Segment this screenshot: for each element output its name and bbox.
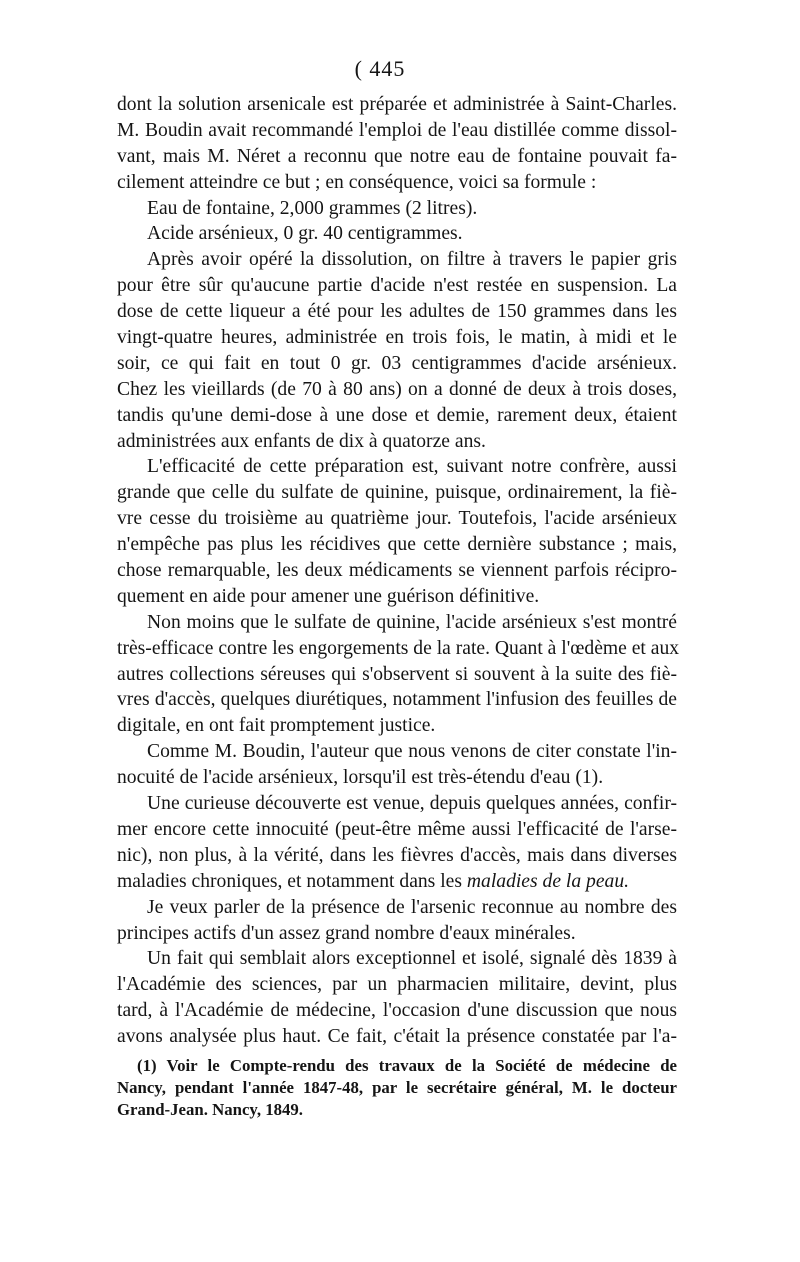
text-line: [117, 454, 677, 480]
text-line-content: avons analysée plus haut. Ce fait, c'était la présence constatée par l'a-: [117, 1026, 677, 1048]
text-line: [117, 1024, 677, 1050]
text-line-content: nic), non plus, à la vérité, dans les fièvres d'accès, mais dans diverses: [117, 844, 677, 866]
text-line: [117, 118, 677, 144]
text-line-content: dont la solution arsenicale est préparée et administrée à Saint-Charles.: [117, 94, 677, 115]
text-line-content: Non moins que le sulfate de quinine, l'acide arsénieux s'est montré: [147, 611, 677, 633]
text-line-content: Je veux parler de la présence de l'arsenic reconnue au nombre des: [147, 896, 677, 918]
text-line: [117, 817, 677, 843]
text-line-content: pour être sûr qu'aucune partie d'acide n'est restée en suspension. La: [117, 275, 677, 297]
text-line: [117, 532, 677, 558]
text-line-content: Chez les vieillards (de 70 à 80 ans) on a donné de deux à trois doses,: [117, 378, 677, 400]
text-line: [117, 713, 677, 739]
text-line-content: administrées aux enfants de dix à quatorze ans.: [117, 430, 486, 452]
text-line: [117, 480, 677, 506]
text-line: [117, 765, 677, 791]
text-line: [117, 377, 677, 403]
text-line-content: dose de cette liqueur a été pour les adultes de 150 grammes dans les: [117, 301, 677, 323]
text-line-content: Après avoir opéré la dissolution, on filtre à travers le papier gris: [147, 249, 677, 271]
footnote-line: Nancy, pendant l'année 1847-48, par le secrétaire général, M. le docteur: [117, 1078, 677, 1098]
text-line-content: Eau de fontaine, 2,000 grammes (2 litres).: [147, 197, 478, 219]
text-line: [117, 196, 677, 222]
text-line: [117, 92, 677, 118]
text-line: [117, 221, 677, 247]
text-line: [117, 170, 677, 196]
text-line-content: mer encore cette innocuité (peut-être même aussi l'efficacité de l'arse-: [117, 818, 677, 840]
text-line: [117, 636, 680, 662]
text-line: [117, 299, 677, 325]
text-line-content: soir, ce qui fait en tout 0 gr. 03 centigrammes d'acide arsénieux.: [117, 352, 677, 374]
text-line-content: n'empêche pas plus les récidives que cette dernière substance ; mais,: [117, 534, 677, 556]
text-line: [117, 662, 677, 688]
text-line-content: quement en aide pour amener une guérison définitive.: [117, 585, 540, 607]
text-line-content: nocuité de l'acide arsénieux, lorsqu'il est très-étendu d'eau (1).: [117, 767, 604, 789]
text-line-content: vre cesse du troisième au quatrième jour. Toutefois, l'acide arsénieux: [117, 508, 677, 530]
text-line-content: tandis qu'une demi-dose à une dose et demie, rarement deux, étaient: [117, 404, 677, 426]
text-line-content: chose remarquable, les deux médicaments se viennent parfois récipro-: [117, 560, 677, 582]
text-line-content: vingt-quatre heures, administrée en trois fois, le matin, à midi et le: [117, 327, 677, 349]
text-line-content: digitale, en ont fait promptement justice.: [117, 715, 436, 737]
text-line-content: vant, mais M. Néret a reconnu que notre eau de fontaine pouvait fa-: [117, 145, 677, 167]
page-number: ( 445: [354, 56, 406, 81]
text-line: [117, 791, 677, 817]
text-line: [117, 998, 677, 1024]
text-line-content: l'Académie des sciences, par un pharmacien militaire, devint, plus: [117, 974, 677, 996]
text-line-content: Comme M. Boudin, l'auteur que nous venons de citer constate l'in-: [147, 741, 677, 763]
text-line-content: L'efficacité de cette préparation est, suivant notre confrère, aussi: [147, 456, 677, 478]
text-line: [117, 351, 677, 377]
text-line: [117, 972, 677, 998]
text-line: [117, 506, 677, 532]
text-line: [117, 403, 677, 429]
text-line: [117, 558, 677, 584]
footnote: [117, 1055, 677, 1122]
text-line: [117, 843, 677, 869]
text-line: [117, 610, 677, 636]
text-line: [117, 273, 677, 299]
footnote-line: (1) Voir le Compte-rendu des travaux de la Société de médecine de: [137, 1056, 677, 1075]
text-line-content: cilement atteindre ce but ; en conséquence, voici sa formule :: [117, 171, 597, 193]
text-line-content: Une curieuse découverte est venue, depuis quelques années, confir-: [147, 793, 677, 815]
footnote-line: Grand-Jean. Nancy, 1849.: [117, 1100, 304, 1120]
text-line-content: très-efficace contre les engorgements de la rate. Quant à l'œdème et aux: [117, 637, 680, 659]
text-line: [117, 325, 677, 351]
body-text: [117, 92, 680, 1050]
text-line: [117, 429, 677, 455]
text-line: [117, 895, 677, 921]
text-line-content: tard, à l'Académie de médecine, l'occasion d'une discussion que nous: [117, 1000, 677, 1022]
text-line: [117, 687, 677, 713]
text-line-content: principes actifs d'un assez grand nombre d'eaux minérales.: [117, 922, 576, 944]
text-line-content: M. Boudin avait recommandé l'emploi de l'eau distillée comme dissol-: [117, 119, 677, 141]
text-line-content: Un fait qui semblait alors exceptionnel et isolé, signalé dès 1839 à: [147, 948, 677, 970]
text-line-content: autres collections séreuses qui s'observent si souvent à la suite des fiè-: [117, 663, 677, 685]
text-line: [117, 739, 677, 765]
text-line: [117, 946, 677, 972]
text-line: [117, 144, 677, 170]
text-line-content: Acide arsénieux, 0 gr. 40 centigrammes.: [147, 223, 463, 245]
text-line: [117, 247, 677, 273]
text-line: [117, 869, 677, 895]
italic-phrase: maladies de la peau.: [466, 870, 630, 892]
text-line: [117, 584, 677, 610]
text-line: [117, 921, 677, 947]
text-line-content: grande que celle du sulfate de quinine, puisque, ordinairement, la fiè-: [117, 482, 677, 504]
text-line-content: vres d'accès, quelques diurétiques, notamment l'infusion des feuilles de: [117, 689, 677, 711]
text-line-content: maladies chroniques, et notamment dans les: [117, 870, 467, 892]
